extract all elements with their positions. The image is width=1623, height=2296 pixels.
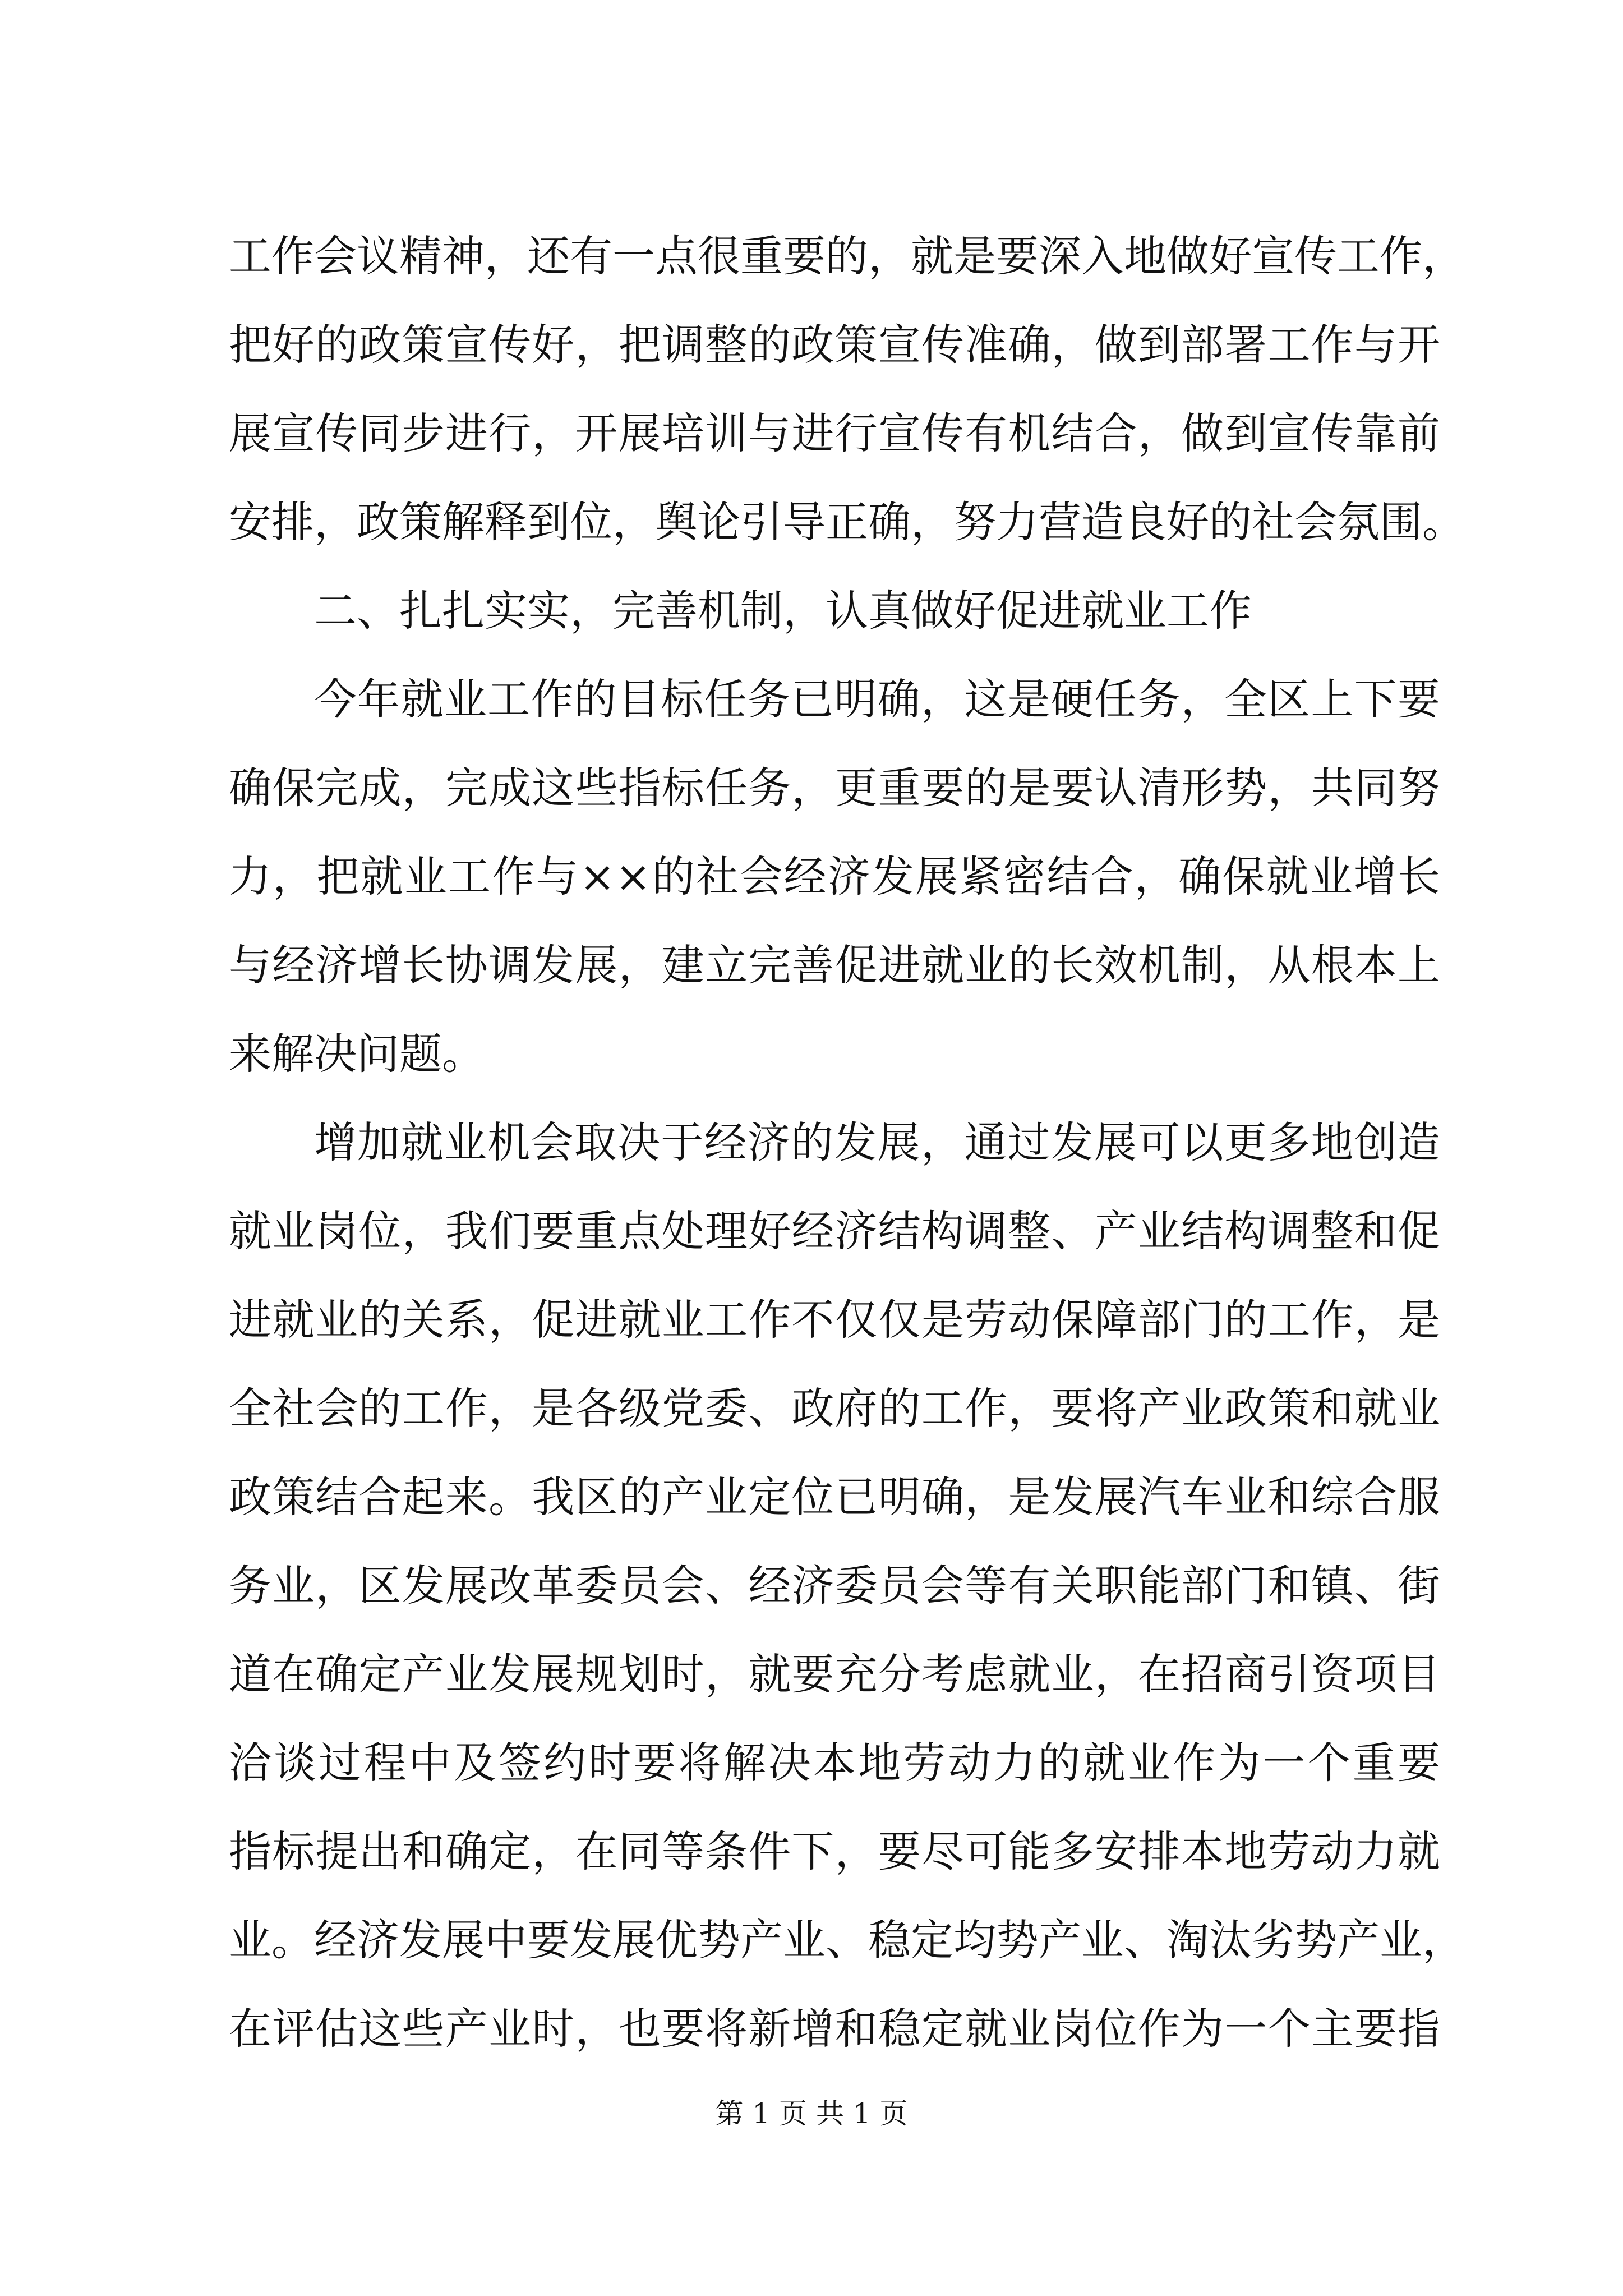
page-footer: 第 1 页 共 1 页 [715,2097,908,2130]
paragraph-line: 在评估这些产业时，也要将新增和稳定就业岗位作为一个主要指 [229,2004,1440,2054]
paragraph-line: 来解决问题。 [229,1029,485,1079]
paragraph-line: 增加就业机会取决于经济的发展，通过发展可以更多地创造 [314,1117,1440,1167]
paragraph-line: 就业岗位，我们要重点处理好经济结构调整、产业结构调整和促 [229,1206,1440,1256]
paragraph-line: 工作会议精神，还有一点很重要的，就是要深入地做好宣传工作， [229,231,1465,281]
paragraph-line: 业。经济发展中要发展优势产业、稳定均势产业、淘汰劣势产业， [229,1915,1465,1965]
paragraph-line: 与经济增长协调发展，建立完善促进就业的长效机制，从根本上 [229,940,1440,990]
paragraph-line: 力，把就业工作与××的社会经济发展紧密结合，确保就业增长 [229,852,1440,901]
paragraph-line: 把好的政策宣传好，把调整的政策宣传准确，做到部署工作与开 [229,320,1440,370]
paragraph-line: 进就业的关系，促进就业工作不仅仅是劳动保障部门的工作，是 [229,1295,1440,1345]
section-heading: 二、扎扎实实，完善机制，认真做好促进就业工作 [314,586,1252,636]
paragraph-line: 政策结合起来。我区的产业定位已明确，是发展汽车业和综合服 [229,1472,1440,1522]
paragraph-line: 确保完成，完成这些指标任务，更重要的是要认清形势，共同努 [229,763,1440,813]
document-body [229,212,1465,2073]
paragraph-line: 全社会的工作，是各级党委、政府的工作，要将产业政策和就业 [229,1383,1440,1433]
paragraph-line: 安排，政策解释到位，舆论引导正确，努力营造良好的社会氛围。 [229,497,1465,547]
paragraph-line: 务业，区发展改革委员会、经济委员会等有关职能部门和镇、街 [229,1561,1440,1611]
paragraph-line: 展宣传同步进行，开展培训与进行宣传有机结合，做到宣传靠前 [229,408,1440,458]
paragraph-line: 道在确定产业发展规划时，就要充分考虑就业，在招商引资项目 [229,1649,1440,1699]
paragraph-line: 指标提出和确定，在同等条件下，要尽可能多安排本地劳动力就 [229,1826,1440,1876]
paragraph-line: 洽谈过程中及签约时要将解决本地劳动力的就业作为一个重要 [229,1738,1440,1788]
paragraph-line: 今年就业工作的目标任务已明确，这是硬任务，全区上下要 [314,674,1440,724]
